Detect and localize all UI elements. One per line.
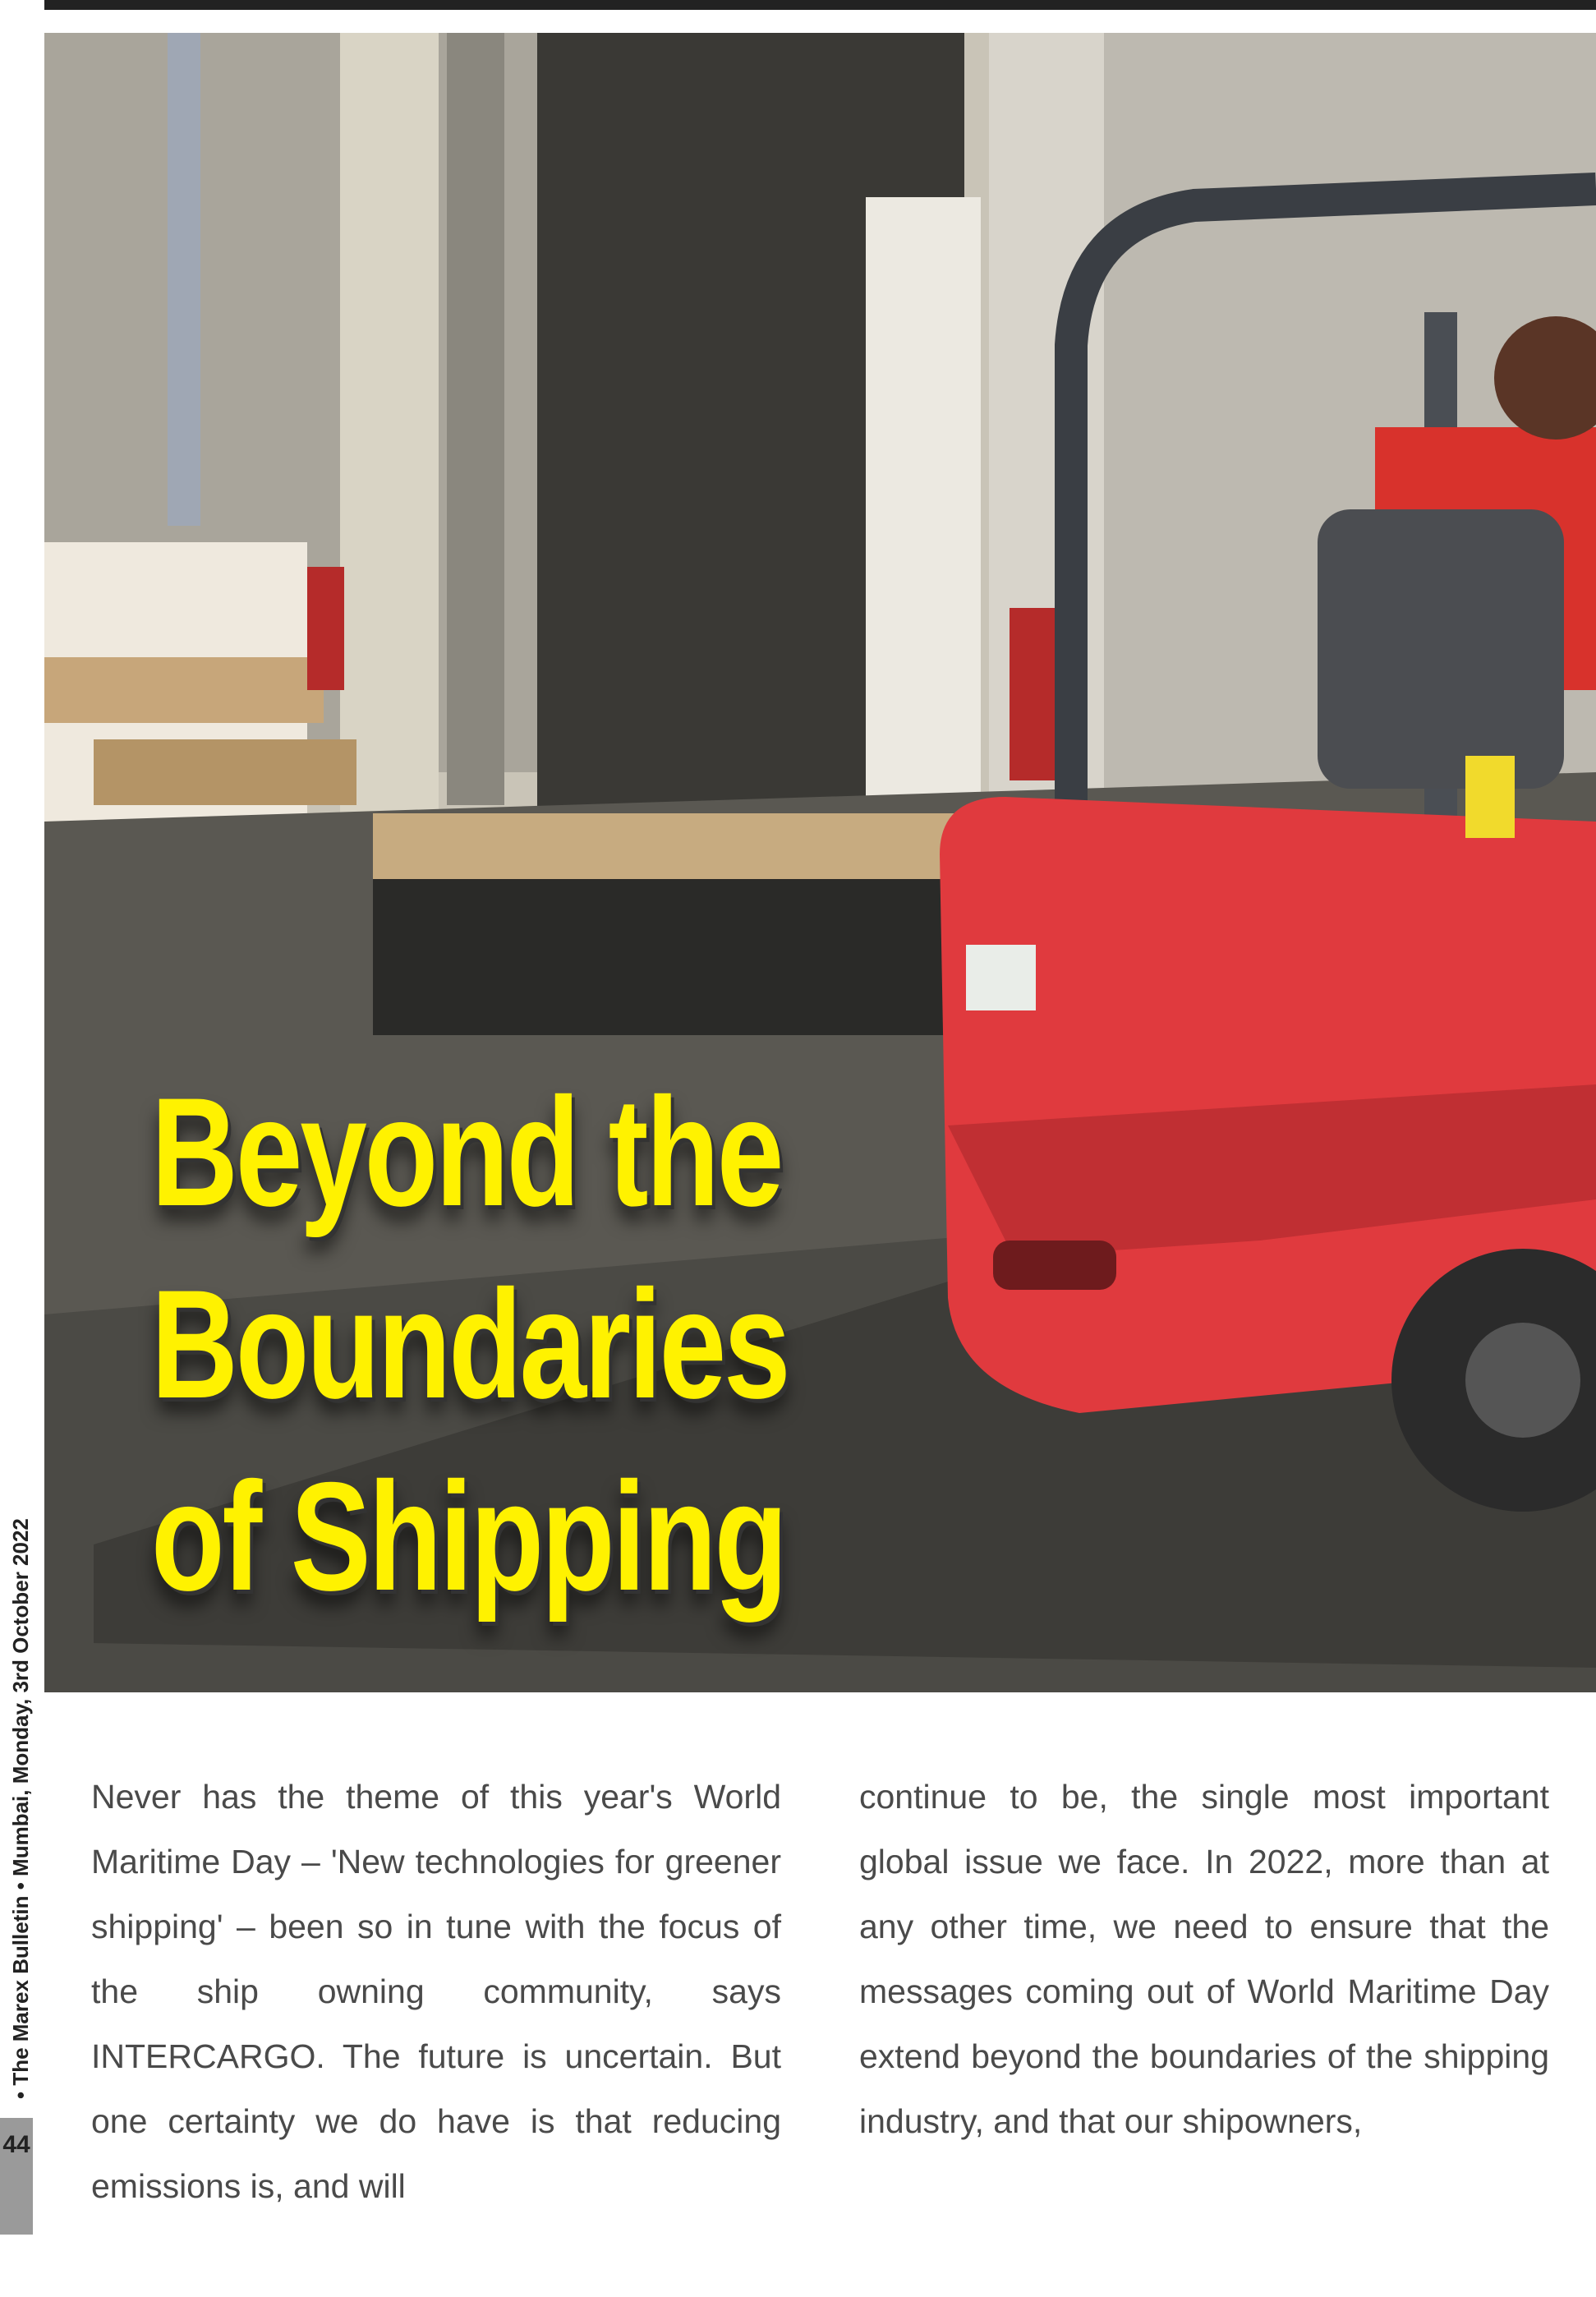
headline-line-3: of Shipping	[151, 1450, 785, 1623]
article-headline	[151, 1056, 792, 1632]
headline-line-2: Boundaries	[151, 1258, 789, 1430]
top-rule	[44, 0, 1596, 10]
headline-line-1: Beyond the	[151, 1066, 782, 1238]
hero-photo	[44, 33, 1596, 1692]
article-body-column-left: Never has the theme of this year's World Maritime Day – 'New technologies for greener shipping' – been so in tune with the focus of the ship owning community, says INTERCARGO. The future is uncertain. But one certainty we do have is that reducing emissions is, and will	[91, 1778, 781, 2205]
publication-footer-vertical: • The Marex Bulletin • Mumbai, Monday, 3rd October 2022	[8, 1518, 33, 2099]
article-body-column-right: continue to be, the single most important global issue we face. In 2022, more than at any other time, we need to ensure that the messages coming out of World Maritime Day extend beyond the boundaries of the shipping industry, and that our shipowners,	[859, 1778, 1549, 2140]
page-number: 44	[2, 2131, 30, 2158]
